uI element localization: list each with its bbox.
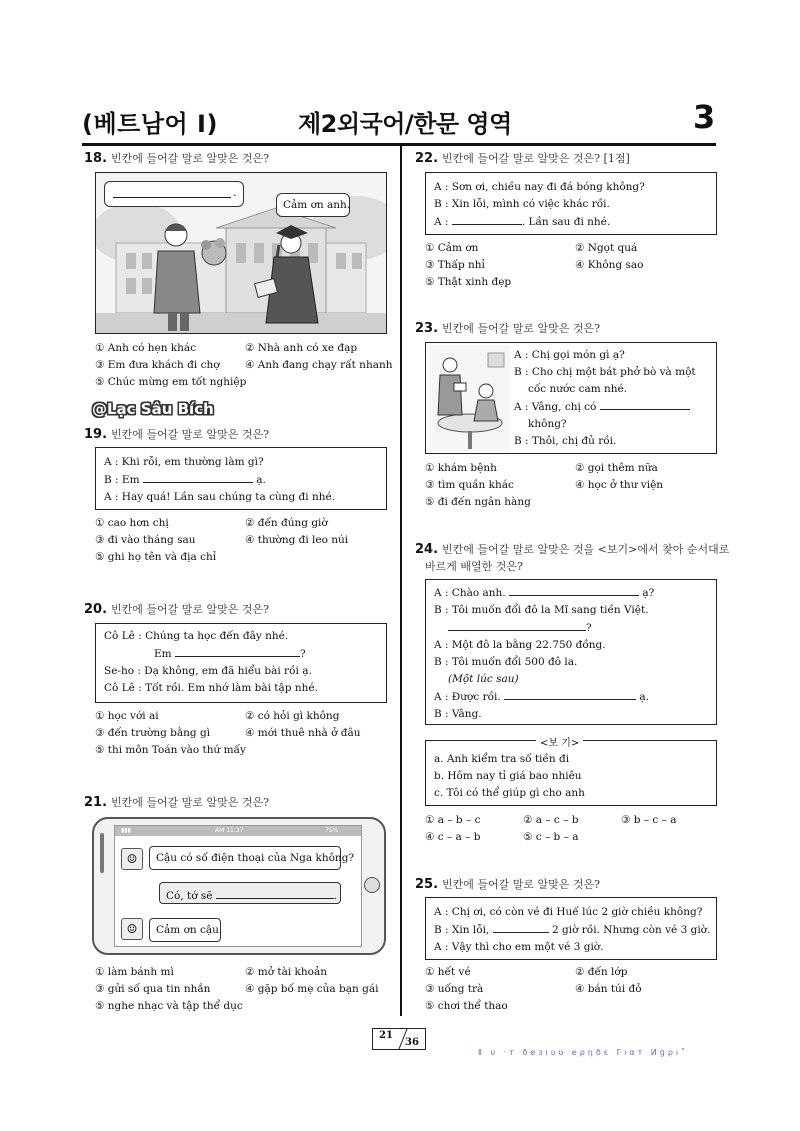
- q18-option-2[interactable]: ② Nhà anh có xe đạp: [245, 342, 358, 354]
- q18-prompt: 빈칸에 들어갈 말로 알맞은 것은?: [111, 152, 270, 165]
- q18-heading: [84, 150, 269, 166]
- q21-option-4[interactable]: ④ gặp bố mẹ của bạn gái: [245, 983, 379, 995]
- q20-line-3: Se-ho : Dạ không, em đã hiểu bài rồi ạ.: [104, 665, 312, 677]
- q23-blank: [600, 398, 690, 410]
- q19-option-1[interactable]: ① cao hơn chị: [95, 517, 169, 529]
- q21-message-2-end: .: [333, 890, 338, 902]
- q22-option-5[interactable]: ⑤ Thật xinh đẹp: [425, 276, 512, 288]
- q23-box: [425, 342, 717, 454]
- q21-options: [95, 966, 395, 1016]
- q21-message-3: Cảm ơn cậu.: [149, 918, 221, 942]
- q25-line-3: A : Vậy thì cho em một vé 3 giờ.: [434, 941, 604, 953]
- avatar-icon: ☺: [121, 848, 143, 870]
- q25-prompt: 빈칸에 들어갈 말로 알맞은 것은?: [442, 878, 601, 891]
- restaurant-scene-image: [428, 345, 510, 451]
- home-button-icon: [364, 877, 380, 893]
- page-indicator: [372, 1028, 426, 1050]
- q20-heading: [84, 601, 269, 617]
- q25-option-2[interactable]: ② đến lớp: [575, 966, 628, 978]
- phone-screen: [114, 825, 362, 947]
- q19-line-3: A : Hay quá! Lần sau chúng ta cùng đi nhé.: [104, 491, 336, 503]
- q18-illustration: [95, 172, 387, 334]
- q24-dialogue-box: [425, 579, 717, 725]
- q21-option-5[interactable]: ⑤ nghe nhạc và tập thể dục: [95, 1000, 243, 1012]
- q22-option-1[interactable]: ① Cảm ơn: [425, 242, 479, 254]
- q25-line-2-start: B : Xin lỗi,: [434, 924, 490, 936]
- q21-message-2-start: Có, tớ sẽ: [166, 890, 213, 902]
- q24-blank-1: [509, 584, 639, 596]
- q21-blank: [216, 887, 334, 899]
- q24-line-3: [434, 619, 708, 637]
- exam-title: 제2외국어/한문 영역: [298, 110, 512, 138]
- q24-number: 24.: [415, 542, 439, 557]
- q22-line-2: B : Xin lỗi, mình có việc khác rồi.: [434, 198, 610, 210]
- q20-number: 20.: [84, 602, 108, 617]
- watermark-text: @Lạc Sâu Bích: [92, 400, 214, 418]
- q22-heading: [415, 150, 630, 166]
- q19-option-4[interactable]: ④ thường đi leo núi: [245, 534, 349, 546]
- q23-option-5[interactable]: ⑤ đi đến ngân hàng: [425, 496, 531, 508]
- battery-percent: 75%: [325, 827, 339, 834]
- q24-prompt-line-2: 바르게 배열한 것은?: [425, 560, 523, 573]
- q25-blank: [493, 921, 549, 933]
- q25-line-1: A : Chị ơi, có còn vé đi Huế lúc 2 giờ chiều không?: [434, 906, 703, 918]
- q24-line-1-end: ạ?: [642, 587, 655, 599]
- q18-blank: [113, 186, 231, 198]
- q21-prompt: 빈칸에 들어갈 말로 알맞은 것은?: [111, 796, 270, 809]
- q23-option-3[interactable]: ③ tìm quần khác: [425, 479, 514, 491]
- q23-line-5: không?: [528, 418, 567, 430]
- q24-prompt: 빈칸에 들어갈 말로 알맞은 것을 <보기>에서 찾아 순서대로: [442, 543, 730, 556]
- q23-option-1[interactable]: ① khám bệnh: [425, 462, 497, 474]
- q19-dialogue-box: [95, 447, 387, 510]
- q24-line-7-start: A : Được rồi.: [434, 691, 501, 703]
- phone-side-button: [100, 833, 104, 873]
- q20-options: [95, 710, 395, 760]
- q22-option-3[interactable]: ③ Thấp nhỉ: [425, 259, 485, 271]
- q24-bogi-box: [425, 740, 717, 806]
- q23-line-3: cốc nước cam nhé.: [528, 383, 628, 395]
- q19-line-2-start: B : Em: [104, 474, 140, 486]
- q25-heading: [415, 876, 600, 892]
- q20-line-4: Cô Lê : Tốt rồi. Em nhớ làm bài tập nhé.: [104, 682, 318, 694]
- q19-option-3[interactable]: ③ đi vào tháng sau: [95, 534, 196, 546]
- avatar-icon: ☺: [121, 918, 143, 940]
- q24-line-4: A : Một đô la bằng 22.750 đồng.: [434, 639, 606, 651]
- subject-label: (베트남어 I): [82, 110, 218, 138]
- q24-blank-2: [448, 619, 586, 631]
- q22-prompt: 빈칸에 들어갈 말로 알맞은 것은? [1점]: [442, 152, 630, 165]
- q24-option-5[interactable]: ⑤ c – b – a: [523, 831, 579, 843]
- q21-heading: [84, 794, 269, 810]
- q22-line-1: A : Sơn ơi, chiều nay đi đá bóng không?: [434, 181, 645, 193]
- q22-line-3: [434, 213, 708, 231]
- q21-message-2: [159, 882, 341, 904]
- footer-stamp: Ⅱ υ ·т ðезıʋʋ еρηðε Γıαт Иɡρı˚: [478, 1048, 689, 1057]
- q20-option-1[interactable]: ① học với ai: [95, 710, 159, 722]
- q24-options: [425, 814, 725, 848]
- q19-heading: [84, 426, 269, 442]
- q23-line-4-start: A : Vâng, chị có: [514, 401, 597, 413]
- q19-prompt: 빈칸에 들어갈 말로 알맞은 것은?: [111, 428, 270, 441]
- q18-speech-bubble-right: Cảm ơn anh.: [276, 193, 350, 217]
- q25-line-2-end: 2 giờ rồi. Nhưng còn vé 3 giờ.: [552, 924, 711, 936]
- q24-bogi-b: b. Hôm nay tỉ giá bao nhiêu: [434, 770, 582, 782]
- q19-number: 19.: [84, 427, 108, 442]
- q20-option-2[interactable]: ② có hỏi gì không: [245, 710, 340, 722]
- q25-dialogue-box: [425, 897, 717, 960]
- status-time: AM 11:37: [215, 827, 244, 834]
- q23-dialogue: [514, 347, 714, 450]
- q20-option-3[interactable]: ③ đến trường bằng gì: [95, 727, 211, 739]
- q18-bubble-left-period: .: [233, 186, 237, 199]
- q20-option-5[interactable]: ⑤ thi môn Toán vào thứ mấy: [95, 744, 246, 756]
- q20-dialogue-box: [95, 623, 387, 703]
- q18-options: [95, 342, 395, 392]
- q20-option-4[interactable]: ④ mới thuê nhà ở đâu: [245, 727, 361, 739]
- q20-prompt: 빈칸에 들어갈 말로 알맞은 것은?: [111, 603, 270, 616]
- q23-line-6: B : Thôi, chị đủ rồi.: [514, 435, 617, 447]
- current-page: 21: [379, 1030, 393, 1041]
- q20-line-2-end: ?: [299, 648, 306, 660]
- q25-option-1[interactable]: ① hết vé: [425, 966, 471, 978]
- q18-option-5[interactable]: ⑤ Chúc mừng em tốt nghiệp: [95, 376, 247, 388]
- q24-option-1[interactable]: ① a – b – c: [425, 814, 481, 826]
- q18-number: 18.: [84, 151, 108, 166]
- q19-line-1: A : Khi rỗi, em thường làm gì?: [104, 456, 264, 468]
- q18-option-4[interactable]: ④ Anh đang chạy rất nhanh: [245, 359, 393, 371]
- q22-line-3-end: . Lần sau đi nhé.: [521, 216, 611, 228]
- q22-options: [425, 242, 725, 292]
- q23-heading: [415, 320, 600, 336]
- q18-option-1[interactable]: ① Anh có hẹn khác: [95, 342, 197, 354]
- q23-line-1: A : Chị gọi món gì ạ?: [514, 349, 625, 361]
- q23-prompt: 빈칸에 들어갈 말로 알맞은 것은?: [442, 322, 601, 335]
- q24-bogi-label: <보 기>: [536, 734, 583, 749]
- q24-line-5: B : Tôi muốn đổi 500 đô la.: [434, 656, 578, 668]
- q21-option-1[interactable]: ① làm bánh mì: [95, 966, 174, 978]
- q19-options: [95, 517, 395, 567]
- q20-blank: [175, 645, 300, 657]
- q22-option-2[interactable]: ② Ngọt quá: [575, 242, 638, 254]
- q24-option-2[interactable]: ② a – c – b: [523, 814, 579, 826]
- q23-option-4[interactable]: ④ học ở thư viện: [575, 479, 664, 491]
- q22-number: 22.: [415, 151, 439, 166]
- q23-line-4: [514, 398, 714, 416]
- q24-line-1: [434, 584, 708, 602]
- q22-dialogue-box: [425, 172, 717, 235]
- column-divider: [400, 146, 402, 1016]
- q24-line-2: B : Tôi muốn đổi đô la Mĩ sang tiền Việt.: [434, 604, 649, 616]
- q24-option-3[interactable]: ③ b – c – a: [621, 814, 677, 826]
- q21-number: 21.: [84, 795, 108, 810]
- q20-line-2: [104, 645, 378, 663]
- q23-number: 23.: [415, 321, 439, 336]
- q19-line-2: [104, 471, 378, 489]
- q18-option-3[interactable]: ③ Em đưa khách đi chợ: [95, 359, 220, 371]
- q22-option-4[interactable]: ④ Không sao: [575, 259, 644, 271]
- q25-options: [425, 966, 725, 1016]
- q24-bogi-a: a. Anh kiểm tra số tiền đi: [434, 753, 570, 765]
- q24-line-8: B : Vâng.: [434, 708, 482, 720]
- q25-number: 25.: [415, 877, 439, 892]
- q24-heading: [415, 541, 729, 557]
- q19-option-2[interactable]: ② đến đúng giờ: [245, 517, 328, 529]
- q25-option-4[interactable]: ④ bán túi đỏ: [575, 983, 642, 995]
- q24-line-3-end: ?: [586, 622, 592, 634]
- q25-option-5[interactable]: ⑤ chơi thể thao: [425, 1000, 508, 1012]
- q21-message-1: Cậu có số điện thoại của Nga không?: [149, 846, 341, 870]
- q23-option-2[interactable]: ② gọi thêm nữa: [575, 462, 658, 474]
- page-number: 3: [693, 98, 716, 136]
- q19-option-5[interactable]: ⑤ ghi họ tên và địa chỉ: [95, 551, 217, 563]
- total-pages: 36: [405, 1037, 419, 1048]
- q24-option-4[interactable]: ④ c – a – b: [425, 831, 481, 843]
- header-rule: [82, 143, 716, 146]
- q21-option-3[interactable]: ③ gửi số qua tin nhắn: [95, 983, 211, 995]
- q23-options: [425, 462, 725, 512]
- signal-icon: ▮▮▮: [121, 827, 131, 834]
- q24-line-7-end: ạ.: [639, 691, 650, 703]
- q24-line-1-start: A : Chào anh.: [434, 587, 506, 599]
- q24-bogi-c: c. Tôi có thể giúp gì cho anh: [434, 787, 585, 799]
- q25-option-3[interactable]: ③ uống trà: [425, 983, 484, 995]
- q24-blank-3: [504, 688, 636, 700]
- q24-line-7: [434, 688, 708, 706]
- q21-phone: [92, 817, 386, 955]
- q22-line-3-start: A :: [434, 216, 449, 228]
- q24-line-6: (Một lúc sau): [448, 673, 519, 685]
- q21-option-2[interactable]: ② mở tài khoản: [245, 966, 328, 978]
- q22-blank: [452, 213, 522, 225]
- q20-line-2-start: Em: [154, 648, 172, 660]
- status-bar: [115, 826, 361, 836]
- q18-speech-bubble-left: [104, 181, 244, 207]
- q25-line-2: [434, 921, 711, 939]
- q20-line-1: Cô Lê : Chúng ta học đến đây nhé.: [104, 630, 289, 642]
- q19-blank: [143, 471, 253, 483]
- q19-line-2-end: ạ.: [256, 474, 266, 486]
- q23-line-2: B : Cho chị một bát phở bò và một: [514, 366, 696, 378]
